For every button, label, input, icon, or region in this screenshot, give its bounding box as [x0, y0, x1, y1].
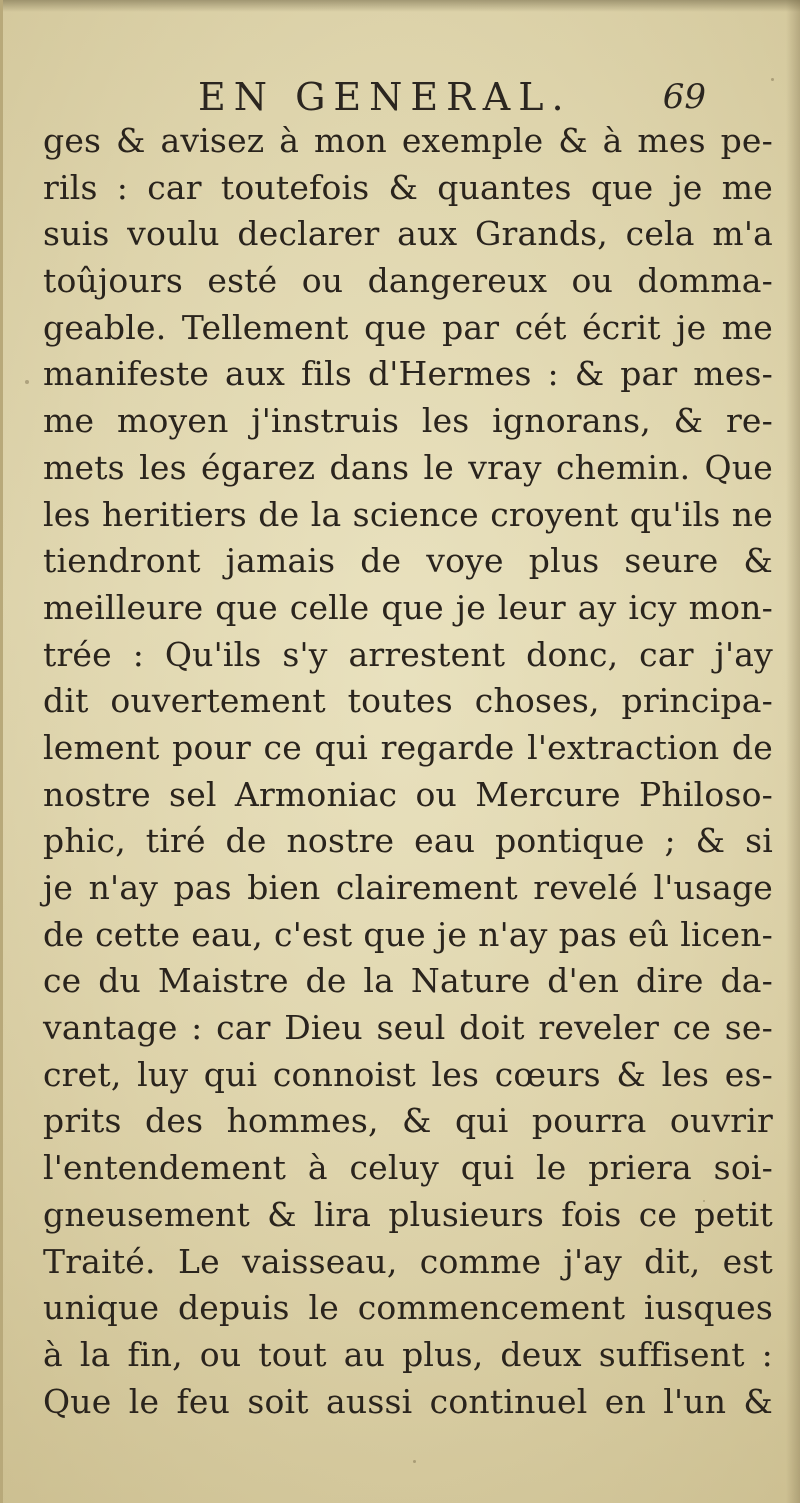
- text-line: manifeste aux fils d'Hermes : & par mes-: [43, 354, 773, 394]
- text-line: trée : Qu'ils s'y arrestent donc, car j'ay: [43, 634, 773, 674]
- text-line: gneusement & lira plusieurs fois ce petit: [43, 1194, 773, 1234]
- text-line: tiendront jamais de voye plus seure &: [43, 541, 773, 581]
- text-line: ce du Maistre de la Nature d'en dire da-: [43, 961, 773, 1001]
- text-line: nostre sel Armoniac ou Mercure Philoso-: [43, 774, 773, 814]
- page-number: 69: [662, 77, 706, 117]
- text-line: l'entendement à celuy qui le priera soi-: [43, 1148, 773, 1188]
- paper-speck: [413, 1460, 416, 1463]
- page-top-shadow: [3, 0, 800, 12]
- text-line: de cette eau, c'est que je n'ay pas eû licen-: [43, 914, 773, 954]
- text-line: unique depuis le commencement iusques: [43, 1288, 773, 1328]
- running-head: EN GENERAL.: [198, 75, 572, 119]
- text-line: cret, luy qui connoist les cœurs & les es-: [43, 1054, 773, 1094]
- page-edge-shadow: [786, 0, 800, 1503]
- text-line: lement pour ce qui regarde l'extraction de: [43, 727, 773, 767]
- text-line: geable. Tellement que par cét écrit je me: [43, 307, 773, 347]
- text-line: je n'ay pas bien clairement revelé l'usage: [43, 868, 773, 907]
- paper-speck: [703, 1200, 705, 1202]
- paper-speck: [25, 380, 29, 384]
- text-line: meilleure que celle que je leur ay icy mon-: [43, 587, 773, 627]
- text-line: à la fin, ou tout au plus, deux suffisent :: [43, 1334, 773, 1374]
- paper-speck: [771, 78, 774, 81]
- text-line: dit ouvertement toutes choses, principa-: [43, 681, 773, 721]
- text-line: vantage : car Dieu seul doit reveler ce se-: [43, 1008, 773, 1048]
- text-line: Que le feu soit aussi continuel en l'un &: [43, 1381, 773, 1421]
- text-line: les heritiers de la science croyent qu'ils ne: [43, 494, 773, 534]
- text-line: suis voulu declarer aux Grands, cela m'a: [43, 214, 773, 254]
- text-line: phic, tiré de nostre eau pontique ; & si: [43, 821, 773, 861]
- body-text: [43, 118, 773, 1425]
- text-line: ges & avisez à mon exemple & à mes pe-: [43, 121, 773, 160]
- text-line: toûjours esté ou dangereux ou domma-: [43, 261, 773, 301]
- text-line: me moyen j'instruis les ignorans, & re-: [43, 401, 773, 441]
- page-header: [198, 72, 718, 122]
- text-line: rils : car toutefois & quantes que je me: [43, 167, 773, 207]
- text-line: Traité. Le vaisseau, comme j'ay dit, est: [43, 1241, 773, 1281]
- text-line: prits des hommes, & qui pourra ouvrir: [43, 1101, 773, 1141]
- text-line: mets les égarez dans le vray chemin. Que: [43, 447, 773, 487]
